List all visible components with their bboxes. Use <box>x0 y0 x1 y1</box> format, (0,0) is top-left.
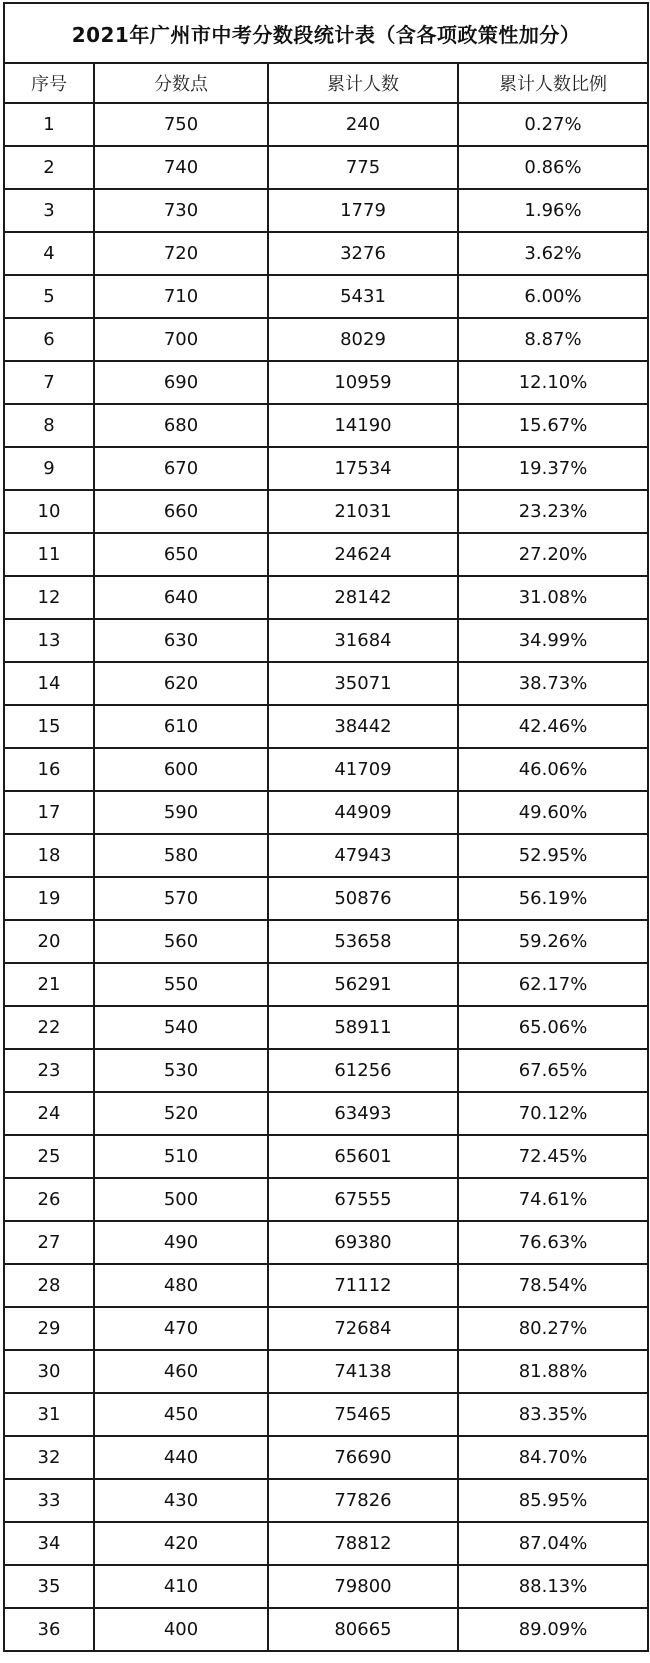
cell-cumulative-ratio: 87.04% <box>458 1522 648 1565</box>
cell-score: 740 <box>94 146 268 189</box>
table-row <box>4 1092 648 1135</box>
cell-score: 510 <box>94 1135 268 1178</box>
cell-index: 6 <box>4 318 94 361</box>
cell-score: 430 <box>94 1479 268 1522</box>
table-row <box>4 1393 648 1436</box>
cell-cumulative-count: 10959 <box>268 361 458 404</box>
cell-cumulative-ratio: 62.17% <box>458 963 648 1006</box>
cell-score: 500 <box>94 1178 268 1221</box>
cell-score: 520 <box>94 1092 268 1135</box>
cell-index: 15 <box>4 705 94 748</box>
table-row <box>4 963 648 1006</box>
cell-score: 610 <box>94 705 268 748</box>
cell-cumulative-count: 240 <box>268 103 458 146</box>
cell-cumulative-ratio: 27.20% <box>458 533 648 576</box>
table-title: 2021年广州市中考分数段统计表（含各项政策性加分） <box>4 3 648 63</box>
cell-cumulative-count: 14190 <box>268 404 458 447</box>
header-row <box>4 63 648 103</box>
cell-score: 480 <box>94 1264 268 1307</box>
cell-cumulative-ratio: 84.70% <box>458 1436 648 1479</box>
cell-score: 690 <box>94 361 268 404</box>
cell-cumulative-ratio: 67.65% <box>458 1049 648 1092</box>
cell-cumulative-count: 35071 <box>268 662 458 705</box>
cell-index: 29 <box>4 1307 94 1350</box>
cell-cumulative-ratio: 52.95% <box>458 834 648 877</box>
cell-score: 470 <box>94 1307 268 1350</box>
table-row <box>4 1178 648 1221</box>
cell-cumulative-ratio: 42.46% <box>458 705 648 748</box>
cell-index: 19 <box>4 877 94 920</box>
cell-cumulative-count: 74138 <box>268 1350 458 1393</box>
cell-cumulative-ratio: 74.61% <box>458 1178 648 1221</box>
cell-index: 21 <box>4 963 94 1006</box>
table-row <box>4 1049 648 1092</box>
cell-cumulative-count: 65601 <box>268 1135 458 1178</box>
cell-cumulative-count: 56291 <box>268 963 458 1006</box>
table-row <box>4 576 648 619</box>
cell-cumulative-count: 75465 <box>268 1393 458 1436</box>
cell-cumulative-ratio: 76.63% <box>458 1221 648 1264</box>
cell-index: 3 <box>4 189 94 232</box>
cell-cumulative-count: 775 <box>268 146 458 189</box>
cell-score: 600 <box>94 748 268 791</box>
cell-cumulative-count: 5431 <box>268 275 458 318</box>
cell-score: 490 <box>94 1221 268 1264</box>
cell-index: 13 <box>4 619 94 662</box>
cell-index: 5 <box>4 275 94 318</box>
cell-index: 20 <box>4 920 94 963</box>
cell-cumulative-ratio: 78.54% <box>458 1264 648 1307</box>
cell-score: 460 <box>94 1350 268 1393</box>
cell-score: 640 <box>94 576 268 619</box>
cell-cumulative-ratio: 8.87% <box>458 318 648 361</box>
cell-cumulative-ratio: 38.73% <box>458 662 648 705</box>
cell-cumulative-ratio: 23.23% <box>458 490 648 533</box>
cell-score: 550 <box>94 963 268 1006</box>
cell-cumulative-count: 24624 <box>268 533 458 576</box>
cell-score: 410 <box>94 1565 268 1608</box>
cell-index: 26 <box>4 1178 94 1221</box>
table-row <box>4 318 648 361</box>
cell-cumulative-count: 80665 <box>268 1608 458 1651</box>
cell-cumulative-count: 41709 <box>268 748 458 791</box>
cell-cumulative-ratio: 65.06% <box>458 1006 648 1049</box>
cell-cumulative-ratio: 15.67% <box>458 404 648 447</box>
cell-index: 24 <box>4 1092 94 1135</box>
cell-cumulative-ratio: 49.60% <box>458 791 648 834</box>
cell-cumulative-ratio: 12.10% <box>458 361 648 404</box>
table-row <box>4 1522 648 1565</box>
cell-index: 14 <box>4 662 94 705</box>
cell-cumulative-ratio: 19.37% <box>458 447 648 490</box>
cell-score: 650 <box>94 533 268 576</box>
cell-cumulative-ratio: 0.27% <box>458 103 648 146</box>
cell-score: 580 <box>94 834 268 877</box>
cell-index: 22 <box>4 1006 94 1049</box>
table-row <box>4 189 648 232</box>
cell-cumulative-ratio: 6.00% <box>458 275 648 318</box>
cell-index: 12 <box>4 576 94 619</box>
cell-index: 34 <box>4 1522 94 1565</box>
cell-cumulative-ratio: 83.35% <box>458 1393 648 1436</box>
cell-index: 10 <box>4 490 94 533</box>
cell-cumulative-ratio: 1.96% <box>458 189 648 232</box>
table-row <box>4 447 648 490</box>
cell-cumulative-count: 1779 <box>268 189 458 232</box>
cell-cumulative-ratio: 31.08% <box>458 576 648 619</box>
table-row <box>4 1221 648 1264</box>
cell-cumulative-ratio: 88.13% <box>458 1565 648 1608</box>
cell-cumulative-count: 31684 <box>268 619 458 662</box>
cell-cumulative-count: 44909 <box>268 791 458 834</box>
table-row <box>4 1565 648 1608</box>
cell-cumulative-ratio: 70.12% <box>458 1092 648 1135</box>
cell-index: 32 <box>4 1436 94 1479</box>
cell-index: 33 <box>4 1479 94 1522</box>
table-row <box>4 920 648 963</box>
table-row <box>4 275 648 318</box>
table-row <box>4 1608 648 1651</box>
cell-index: 17 <box>4 791 94 834</box>
cell-index: 23 <box>4 1049 94 1092</box>
cell-score: 560 <box>94 920 268 963</box>
cell-cumulative-ratio: 34.99% <box>458 619 648 662</box>
cell-score: 530 <box>94 1049 268 1092</box>
cell-cumulative-count: 63493 <box>268 1092 458 1135</box>
table-row <box>4 1307 648 1350</box>
cell-score: 700 <box>94 318 268 361</box>
table-row <box>4 748 648 791</box>
cell-cumulative-ratio: 72.45% <box>458 1135 648 1178</box>
score-table <box>3 2 649 1652</box>
cell-score: 540 <box>94 1006 268 1049</box>
table-row <box>4 877 648 920</box>
table-row <box>4 146 648 189</box>
cell-cumulative-count: 78812 <box>268 1522 458 1565</box>
table-row <box>4 705 648 748</box>
cell-index: 1 <box>4 103 94 146</box>
cell-index: 7 <box>4 361 94 404</box>
cell-score: 590 <box>94 791 268 834</box>
cell-cumulative-ratio: 56.19% <box>458 877 648 920</box>
column-header-score: 分数点 <box>94 63 268 103</box>
column-header-cumulative-ratio: 累计人数比例 <box>458 63 648 103</box>
cell-cumulative-count: 69380 <box>268 1221 458 1264</box>
cell-score: 420 <box>94 1522 268 1565</box>
cell-cumulative-count: 71112 <box>268 1264 458 1307</box>
cell-index: 31 <box>4 1393 94 1436</box>
cell-cumulative-ratio: 89.09% <box>458 1608 648 1651</box>
cell-score: 440 <box>94 1436 268 1479</box>
cell-cumulative-count: 38442 <box>268 705 458 748</box>
cell-index: 36 <box>4 1608 94 1651</box>
table-row <box>4 1479 648 1522</box>
cell-cumulative-ratio: 46.06% <box>458 748 648 791</box>
cell-cumulative-ratio: 81.88% <box>458 1350 648 1393</box>
cell-cumulative-count: 67555 <box>268 1178 458 1221</box>
cell-score: 570 <box>94 877 268 920</box>
cell-index: 9 <box>4 447 94 490</box>
cell-cumulative-count: 79800 <box>268 1565 458 1608</box>
cell-cumulative-ratio: 85.95% <box>458 1479 648 1522</box>
table-row <box>4 1135 648 1178</box>
table-row <box>4 404 648 447</box>
cell-index: 27 <box>4 1221 94 1264</box>
cell-score: 670 <box>94 447 268 490</box>
cell-score: 660 <box>94 490 268 533</box>
column-header-index: 序号 <box>4 63 94 103</box>
cell-cumulative-ratio: 80.27% <box>458 1307 648 1350</box>
cell-cumulative-count: 8029 <box>268 318 458 361</box>
cell-cumulative-count: 47943 <box>268 834 458 877</box>
table-row <box>4 791 648 834</box>
cell-cumulative-count: 28142 <box>268 576 458 619</box>
cell-score: 720 <box>94 232 268 275</box>
cell-index: 16 <box>4 748 94 791</box>
cell-index: 2 <box>4 146 94 189</box>
cell-index: 18 <box>4 834 94 877</box>
cell-score: 730 <box>94 189 268 232</box>
cell-cumulative-count: 53658 <box>268 920 458 963</box>
cell-score: 710 <box>94 275 268 318</box>
cell-cumulative-count: 50876 <box>268 877 458 920</box>
table-row <box>4 533 648 576</box>
cell-cumulative-ratio: 3.62% <box>458 232 648 275</box>
table-row <box>4 1006 648 1049</box>
cell-score: 620 <box>94 662 268 705</box>
cell-score: 680 <box>94 404 268 447</box>
cell-score: 630 <box>94 619 268 662</box>
cell-index: 25 <box>4 1135 94 1178</box>
cell-cumulative-count: 76690 <box>268 1436 458 1479</box>
column-header-cumulative-count: 累计人数 <box>268 63 458 103</box>
cell-index: 30 <box>4 1350 94 1393</box>
table-row <box>4 662 648 705</box>
title-row <box>4 3 648 63</box>
table-row <box>4 232 648 275</box>
cell-score: 450 <box>94 1393 268 1436</box>
table-row <box>4 490 648 533</box>
cell-cumulative-count: 72684 <box>268 1307 458 1350</box>
cell-index: 4 <box>4 232 94 275</box>
cell-index: 28 <box>4 1264 94 1307</box>
cell-score: 400 <box>94 1608 268 1651</box>
cell-cumulative-ratio: 0.86% <box>458 146 648 189</box>
cell-cumulative-count: 17534 <box>268 447 458 490</box>
cell-index: 8 <box>4 404 94 447</box>
cell-cumulative-count: 21031 <box>268 490 458 533</box>
cell-cumulative-count: 58911 <box>268 1006 458 1049</box>
table-row <box>4 1436 648 1479</box>
table-row <box>4 619 648 662</box>
cell-cumulative-count: 61256 <box>268 1049 458 1092</box>
cell-cumulative-ratio: 59.26% <box>458 920 648 963</box>
cell-index: 35 <box>4 1565 94 1608</box>
table-row <box>4 361 648 404</box>
table-row <box>4 834 648 877</box>
table-row <box>4 1264 648 1307</box>
table-row <box>4 103 648 146</box>
cell-index: 11 <box>4 533 94 576</box>
cell-score: 750 <box>94 103 268 146</box>
cell-cumulative-count: 77826 <box>268 1479 458 1522</box>
cell-cumulative-count: 3276 <box>268 232 458 275</box>
table-row <box>4 1350 648 1393</box>
